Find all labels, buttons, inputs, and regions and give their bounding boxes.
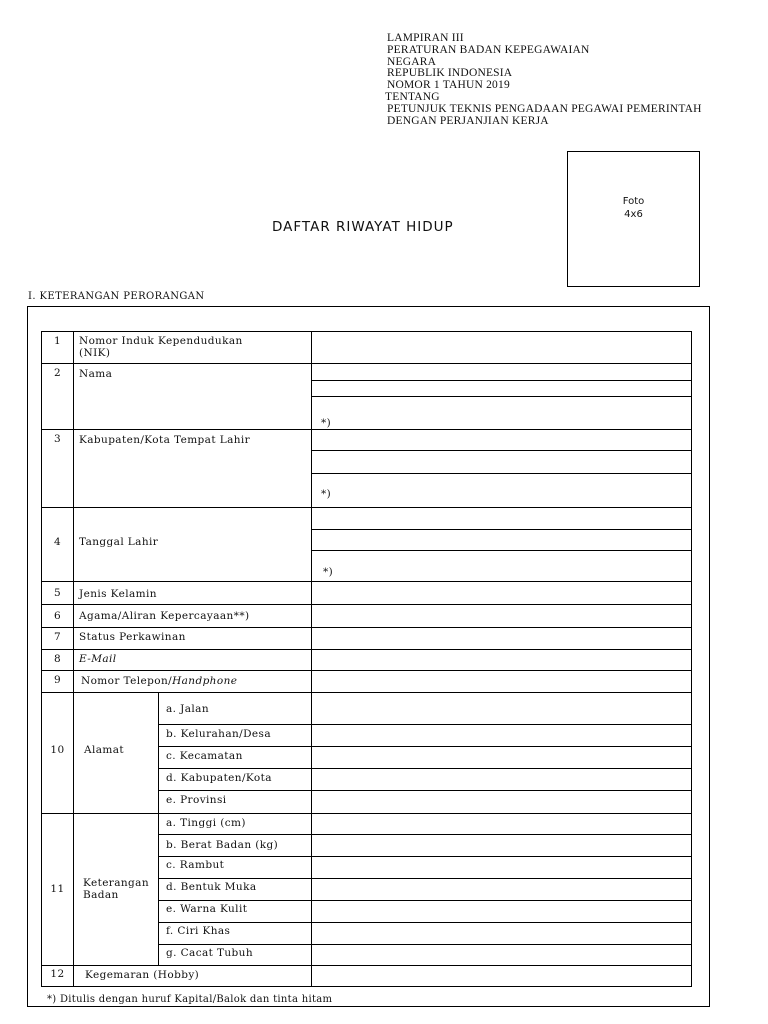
row-number: 10 [50, 744, 65, 756]
photo-box [567, 151, 700, 287]
body-sub-face: d. Bentuk Muka [166, 881, 257, 893]
nik-label-line2: (NIK) [79, 347, 111, 359]
distinctive-marks-field[interactable] [312, 923, 691, 944]
regulation-header [387, 33, 702, 127]
street-field[interactable] [312, 693, 691, 724]
address-sub-district: c. Kecamatan [166, 750, 243, 762]
birthplace-label: Kabupaten/Kota Tempat Lahir [79, 434, 251, 446]
email-label: E-Mail [79, 653, 117, 665]
gender-label: Jenis Kelamin [79, 588, 157, 600]
weight-field[interactable] [312, 835, 691, 856]
address-sub-street: a. Jalan [166, 703, 209, 715]
header-line: NEGARA [387, 55, 437, 68]
body-info-label [83, 877, 149, 901]
regency-field[interactable] [312, 769, 691, 790]
body-info-label-line2: Badan [83, 889, 119, 901]
district-field[interactable] [312, 747, 691, 768]
name-field-line3[interactable] [312, 397, 691, 429]
body-info-label-line1: Keterangan [83, 877, 149, 889]
section-heading: I. KETERANGAN PERORANGAN [28, 291, 205, 302]
body-sub-height: a. Tinggi (cm) [166, 817, 246, 829]
marital-status-label: Status Perkawinan [79, 631, 186, 643]
birthplace-field-line3[interactable] [312, 474, 691, 507]
header-line: LAMPIRAN III [387, 32, 464, 44]
header-line: REPUBLIK INDONESIA [387, 67, 513, 80]
phone-field[interactable] [312, 671, 691, 692]
grid-line [41, 986, 692, 987]
row-number: 2 [53, 367, 62, 379]
row-number: 5 [53, 587, 62, 599]
birthplace-field-line1[interactable] [312, 430, 691, 450]
phone-label-italic: Handphone [172, 675, 238, 687]
height-field[interactable] [312, 814, 691, 834]
body-sub-disability: g. Cacat Tubuh [166, 947, 254, 959]
hobby-label: Kegemaran (Hobby) [85, 969, 200, 981]
religion-field[interactable] [312, 605, 691, 627]
address-sub-province: e. Provinsi [166, 794, 227, 806]
header-line: TENTANG [385, 90, 440, 103]
row-number: 11 [50, 883, 65, 895]
row-number: 4 [53, 536, 62, 548]
gender-field[interactable] [312, 582, 691, 604]
birthdate-field-line1[interactable] [312, 508, 691, 529]
name-label: Nama [79, 368, 113, 380]
birthdate-field-line3[interactable] [312, 551, 691, 581]
row-number: 8 [53, 653, 62, 665]
birthdate-label: Tanggal Lahir [79, 536, 159, 548]
capital-note-marker: *) [321, 417, 332, 429]
name-field-line2[interactable] [312, 381, 691, 396]
body-sub-weight: b. Berat Badan (kg) [166, 839, 279, 851]
marital-status-field[interactable] [312, 628, 691, 649]
row-number: 12 [50, 968, 65, 980]
capital-note-marker: *) [323, 566, 334, 578]
disability-field[interactable] [312, 945, 691, 965]
birthdate-field-line2[interactable] [312, 530, 691, 550]
capital-note-marker: *) [321, 488, 332, 500]
hair-field[interactable] [312, 857, 691, 878]
name-field-line1[interactable] [312, 364, 691, 380]
body-sub-hair: c. Rambut [166, 859, 225, 871]
face-shape-field[interactable] [312, 879, 691, 900]
skin-color-field[interactable] [312, 901, 691, 922]
birthplace-field-line2[interactable] [312, 451, 691, 473]
header-line: NOMOR 1 TAHUN 2019 [387, 79, 510, 92]
province-field[interactable] [312, 791, 691, 813]
photo-label-line2: 4x6 [624, 209, 643, 220]
nik-field[interactable] [312, 332, 691, 363]
religion-label: Agama/Aliran Kepercayaan**) [79, 610, 250, 622]
hobby-field[interactable] [312, 966, 691, 986]
address-sub-regency: d. Kabupaten/Kota [166, 772, 272, 784]
header-line: PERATURAN BADAN KEPEGAWAIAN [387, 43, 590, 56]
address-sub-village: b. Kelurahan/Desa [166, 728, 271, 740]
row-number: 7 [53, 631, 62, 643]
email-field[interactable] [312, 650, 691, 670]
body-sub-skin: e. Warna Kulit [166, 903, 248, 915]
row-number: 9 [53, 674, 62, 686]
footnote: *) Ditulis dengan huruf Kapital/Balok dan tinta hitam [47, 994, 333, 1005]
header-line: PETUNJUK TEKNIS PENGADAAN PEGAWAI PEMERINTAH [387, 102, 702, 115]
village-field[interactable] [312, 725, 691, 746]
row-number: 6 [53, 610, 62, 622]
phone-label-text: Nomor Telepon/ [81, 675, 173, 687]
address-label: Alamat [84, 744, 125, 756]
row-number: 1 [53, 335, 62, 347]
grid-line [158, 693, 159, 965]
nik-label-line1: Nomor Induk Kependudukan [79, 335, 243, 347]
header-line: DENGAN PERJANJIAN KERJA [387, 114, 549, 127]
phone-label [81, 675, 237, 687]
body-sub-marks: f. Ciri Khas [166, 925, 231, 937]
document-title: DAFTAR RIWAYAT HIDUP [272, 219, 454, 235]
row-number: 3 [53, 433, 62, 445]
photo-label-line1: Foto [622, 196, 645, 207]
photo-label [568, 195, 699, 221]
nik-label [79, 335, 243, 359]
